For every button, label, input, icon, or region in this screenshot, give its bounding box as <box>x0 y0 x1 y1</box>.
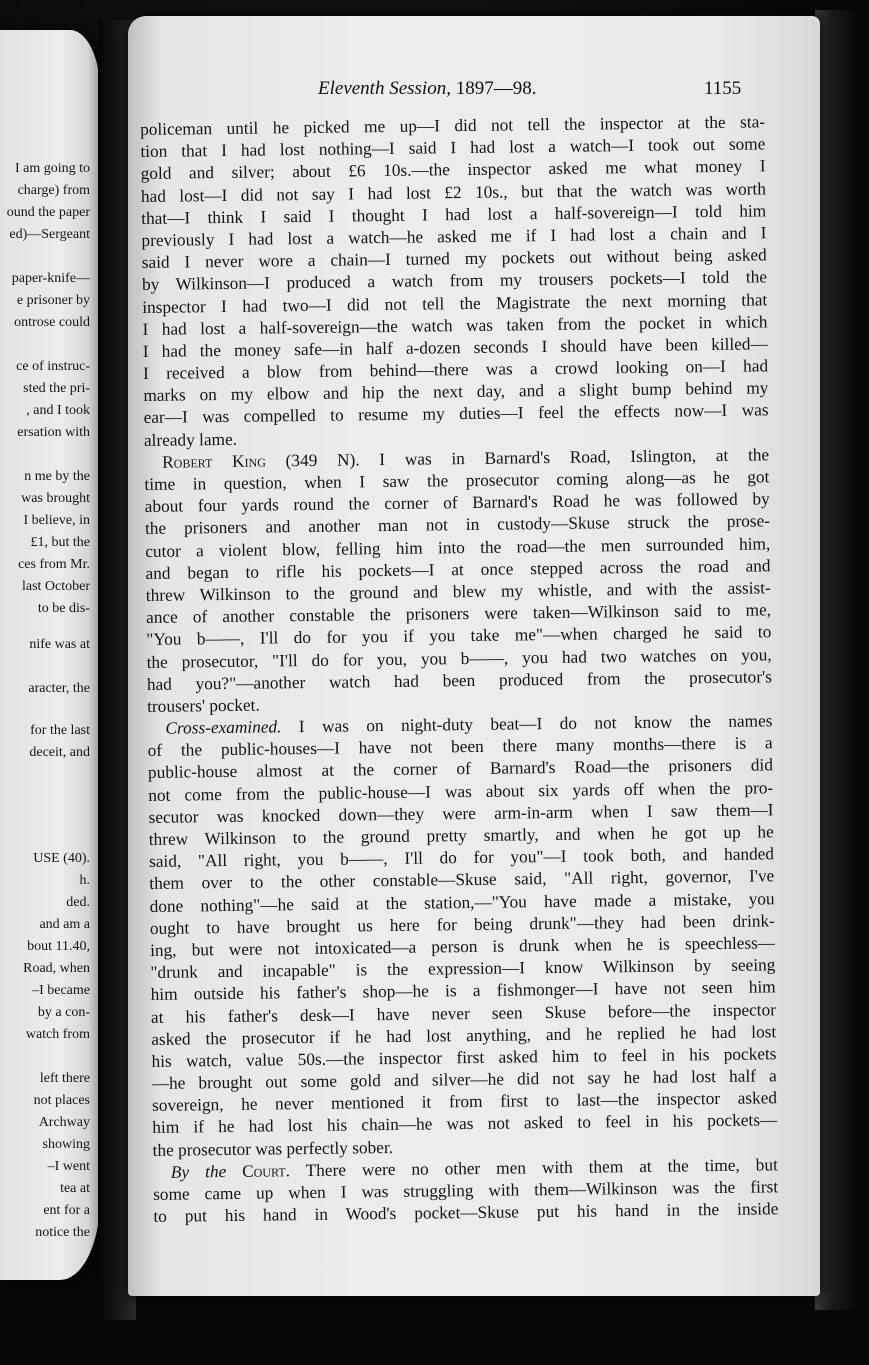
left-page-line: not places <box>33 1093 90 1108</box>
line-text: about four yards round the corner of Barnard's Road he was followed by <box>144 489 770 517</box>
line-text: done nothing"—he said at the station,—"You have made a mistake, you <box>149 888 775 916</box>
left-page-line: ersation with <box>17 425 90 440</box>
left-page-line: –I became <box>32 983 90 998</box>
line-text: trousers' pocket. <box>147 695 260 716</box>
line-text: at his father's desk—I have never seen Skuse before—the inspector <box>150 999 777 1027</box>
left-page-line: ded. <box>66 895 90 910</box>
left-page-line: sted the pri- <box>23 381 90 396</box>
line-text: inspector I had two—I did not tell the Magistrate the next morning that <box>142 289 768 317</box>
line-text: his watch, value 50s.—the inspector first asked him to feel in his pockets <box>151 1044 777 1071</box>
line-text: I was on night-duty beat—I do not know the names <box>281 711 773 737</box>
left-page-line: deceit, and <box>29 745 90 760</box>
line-text: said, "All right, you b——, I'll do for you"—I took both, and handed <box>148 844 775 872</box>
line-text: ought to have brought us here for being drunk"—they had been drink- <box>149 911 775 938</box>
line-text: I received a blow from behind—there was a crowd looking on—I had <box>142 356 769 384</box>
session-title <box>318 78 536 100</box>
line-text: secutor was knocked down—they were arm-in-arm when I saw them—I <box>148 800 774 827</box>
line-text: gold and silver; about £6 10s.—the inspector asked me what money I <box>140 156 766 184</box>
line-text: sovereign, he never mentioned it from first to last—the inspector asked <box>151 1088 778 1116</box>
line-text: had you?"—another watch had been produced from the prosecutor's <box>146 667 772 694</box>
line-text: said I never wore a chain—I turned my pockets out without being asked <box>141 245 767 273</box>
line-text: ance of another constable the prisoners were taken—Wilkinson said to me, <box>145 600 772 628</box>
left-page-line: notice the <box>35 1225 90 1240</box>
left-page-line: and am a <box>39 917 90 932</box>
left-page-line: ontrose could <box>14 315 90 330</box>
left-page-line: tea at <box>60 1181 90 1196</box>
paragraph <box>153 1154 779 1228</box>
running-head <box>128 78 820 108</box>
line-text: some came up when I was struggling with them—Wilkinson was the first <box>153 1177 779 1204</box>
line-text: of the public-houses—I have not been there many months—there is a <box>147 733 773 761</box>
line-text: There were no other men with them at the time, but <box>289 1155 778 1181</box>
line-text: the prosecutor was perfectly sober. <box>152 1137 394 1160</box>
left-page-line: to be dis- <box>37 601 90 616</box>
line-text: that—I think I said I thought I had lost a half-sovereign—I told him <box>141 201 767 228</box>
speaker-lead: By the <box>170 1161 243 1182</box>
line-text: I had lost a half-sovereign—the watch was taken from the pocket in which <box>142 312 768 339</box>
speaker-name: Robert King <box>162 451 266 472</box>
line-text: the prisoners and another man not in custody—Skuse struck the prose- <box>144 511 771 539</box>
session-years: 1897—98. <box>455 78 537 99</box>
line-text: tion that I had lost nothing—I said I had lost a watch—I took out some <box>140 134 766 162</box>
line-text: —he brought out some gold and silver—he did not say he had lost half a <box>151 1066 777 1093</box>
line-text: and began to rifle his pockets—I at once stepped across the road and <box>145 556 771 583</box>
line-text: ing, but were not intoxicated—a person is drunk when he is speechless— <box>150 933 776 960</box>
line-text: asked the prosecutor if he had lost anything, and he replied he had lost <box>151 1021 777 1049</box>
left-page-line: left there <box>39 1071 90 1086</box>
line-text: marks on my elbow and hip the next day, and a slight bump behind my <box>143 378 769 406</box>
session-name: Eleventh Session, <box>318 78 451 99</box>
left-page-line: ces from Mr. <box>18 557 90 572</box>
line-text: threw Wilkinson to the ground pretty smartly, and when he got up he <box>148 822 774 849</box>
left-page-line: , and I took <box>26 403 90 418</box>
line-text: him if he had lost his chain—he was not asked to feel in his pockets— <box>152 1110 778 1138</box>
line-text: time in question, when I saw the prosecutor coming along—as he got <box>144 467 770 494</box>
left-page-line: £1, but the <box>30 535 90 550</box>
line-text: by Wilkinson—I produced a watch from my trousers pockets—I told the <box>141 267 768 295</box>
left-page-line: by a con- <box>37 1005 90 1020</box>
left-page-line: last October <box>21 579 90 594</box>
left-page-line: charge) from <box>17 183 90 198</box>
left-page-line: for the last <box>30 723 90 738</box>
paragraph <box>140 111 769 451</box>
line-text: them over to the other constable—Skuse said, "All right, governor, I've <box>149 866 775 894</box>
line-text: threw Wilkinson to the ground and blew my whistle, and with the assist- <box>145 578 771 605</box>
left-page-line: Road, when <box>23 961 90 976</box>
left-page-text <box>0 30 100 1280</box>
left-page-fragment <box>0 30 100 1280</box>
line-text: (349 N). I was in Barnard's Road, Islington, at the <box>265 445 770 471</box>
left-page-line: ound the paper <box>6 205 90 220</box>
left-page-line: paper-knife— <box>11 271 90 286</box>
line-text: cutor a violent blow, felling him into the road—the men surrounded him, <box>145 533 771 561</box>
page-edge-shadow <box>815 10 855 1310</box>
line-text: the prosecutor, "I'll do for you, you b——, you had two watches on you, <box>146 644 772 672</box>
left-page-line: ce of instruc- <box>16 359 90 374</box>
left-page-line: Archway <box>38 1115 90 1130</box>
left-page-line: nife was at <box>29 637 90 652</box>
right-page <box>128 16 820 1296</box>
paragraph <box>147 710 777 1161</box>
left-page-line: bout 11.40, <box>27 939 90 954</box>
left-page-line: I am going to <box>14 161 90 176</box>
left-page-line: USE (40). <box>33 851 90 866</box>
left-page-line: –I went <box>47 1159 90 1174</box>
left-page-line: n me by the <box>24 469 90 484</box>
line-text: "drunk and incapable" is the expression—I know Wilkinson by seeing <box>150 955 776 983</box>
line-text: ear—I was compelled to resume my duties—I feel the effects now—I was <box>143 400 769 428</box>
left-page-line: ent for a <box>43 1203 90 1218</box>
speaker-name: Court. <box>242 1161 291 1181</box>
left-page-line: h. <box>79 873 90 888</box>
line-text: already lame. <box>143 429 238 450</box>
line-text: "You b——, I'll do for you if you take me"—when charged he said to <box>146 622 772 650</box>
line-text: him outside his father's shop—he is a fishmonger—I have not seen him <box>150 977 776 1005</box>
paragraph <box>144 444 772 718</box>
left-page-line: watch from <box>25 1027 90 1042</box>
left-page-line: e prisoner by <box>16 293 90 308</box>
line-text: previously I had lost a watch—he asked me if I had lost a chain and I <box>141 223 767 250</box>
line-text: had lost—I did not say I had lost £2 10s., but that the watch was worth <box>140 178 767 206</box>
left-page-line: I believe, in <box>23 513 90 528</box>
line-text: not come from the public-house—I was about six yards off when the pro- <box>148 777 774 805</box>
left-page-line: showing <box>42 1137 90 1152</box>
page-body <box>140 111 779 1228</box>
left-page-line: ed)—Sergeant <box>9 227 90 242</box>
page-number: 1155 <box>704 78 742 99</box>
left-page-line: aracter, the <box>28 681 90 696</box>
line-text: to put his hand in Wood's pocket—Skuse put his hand in the inside <box>153 1199 779 1227</box>
line-text: public-house almost at the corner of Barnard's Road—the prisoners did <box>147 755 774 783</box>
left-page-line: was brought <box>21 491 90 506</box>
line-text: policeman until he picked me up—I did not tell the inspector at the sta- <box>140 112 766 139</box>
line-text: I had the money safe—in half a-dozen seconds I should have been killed— <box>142 334 768 361</box>
speaker-lead: Cross-examined. <box>165 717 282 738</box>
